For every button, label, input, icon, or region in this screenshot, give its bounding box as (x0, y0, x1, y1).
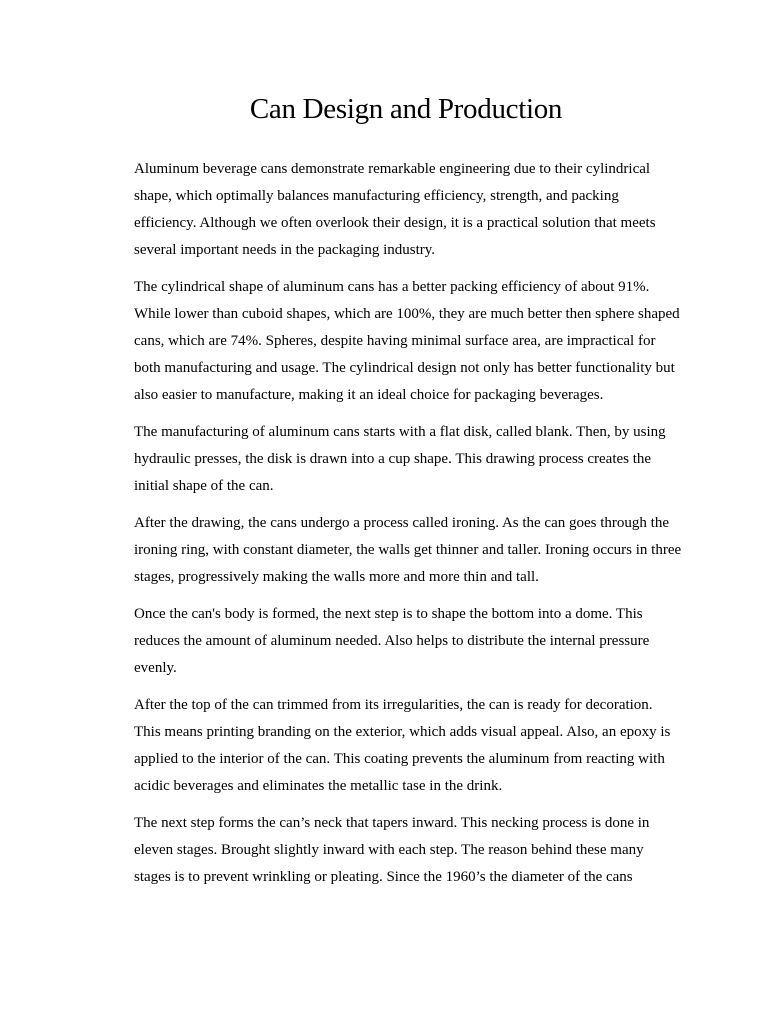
paragraph-drawing: The manufacturing of aluminum cans starts with a flat disk, called blank. Then, by using hydraulic presses, the disk is drawn into a cup shape. This drawing process creates the initial shape of the can. (134, 424, 666, 494)
document-body (134, 156, 682, 901)
document-title: Can Design and Production (249, 93, 563, 125)
paragraph-ironing: After the drawing, the cans undergo a process called ironing. As the can goes through the ironing ring, with constant diameter, the walls get thinner and taller. Ironing occurs in three stages, progressively making the walls more and more thin and tall. (134, 515, 682, 585)
paragraph-intro: Aluminum beverage cans demonstrate remarkable engineering due to their cylindrical shape, which optimally balances manufacturing efficiency, strength, and packing efficiency. Although we often overlook their design, it is a practical solution that meets several important needs in the packaging industry. (134, 161, 656, 258)
paragraph-necking: The next step forms the can’s neck that tapers inward. This necking process is done in eleven stages. Brought slightly inward with each step. The reason behind these many stages is to prevent wrinkling or pleating. Since the 1960’s the diameter of the cans (134, 815, 650, 885)
paragraph-decoration: After the top of the can trimmed from its irregularities, the can is ready for decoration. This means printing branding on the exterior, which adds visual appeal. Also, an epoxy is applied to the interior of the can. This coating prevents the aluminum from reacting with acidic beverages and eliminates the metallic tase in the drink. (134, 697, 671, 794)
paragraph-dome: Once the can's body is formed, the next step is to shape the bottom into a dome. This reduces the amount of aluminum needed. Also helps to distribute the internal pressure evenly. (134, 606, 650, 676)
paragraph-packing-efficiency: The cylindrical shape of aluminum cans has a better packing efficiency of about 91%. While lower than cuboid shapes, which are 100%, they are much better then sphere shaped cans, which are 74%. Spheres, despite having minimal surface area, are impractical for both manufacturing and usage. The cylindrical design not only has better functionality but also easier to manufacture, making it an ideal choice for packaging beverages. (134, 279, 680, 403)
